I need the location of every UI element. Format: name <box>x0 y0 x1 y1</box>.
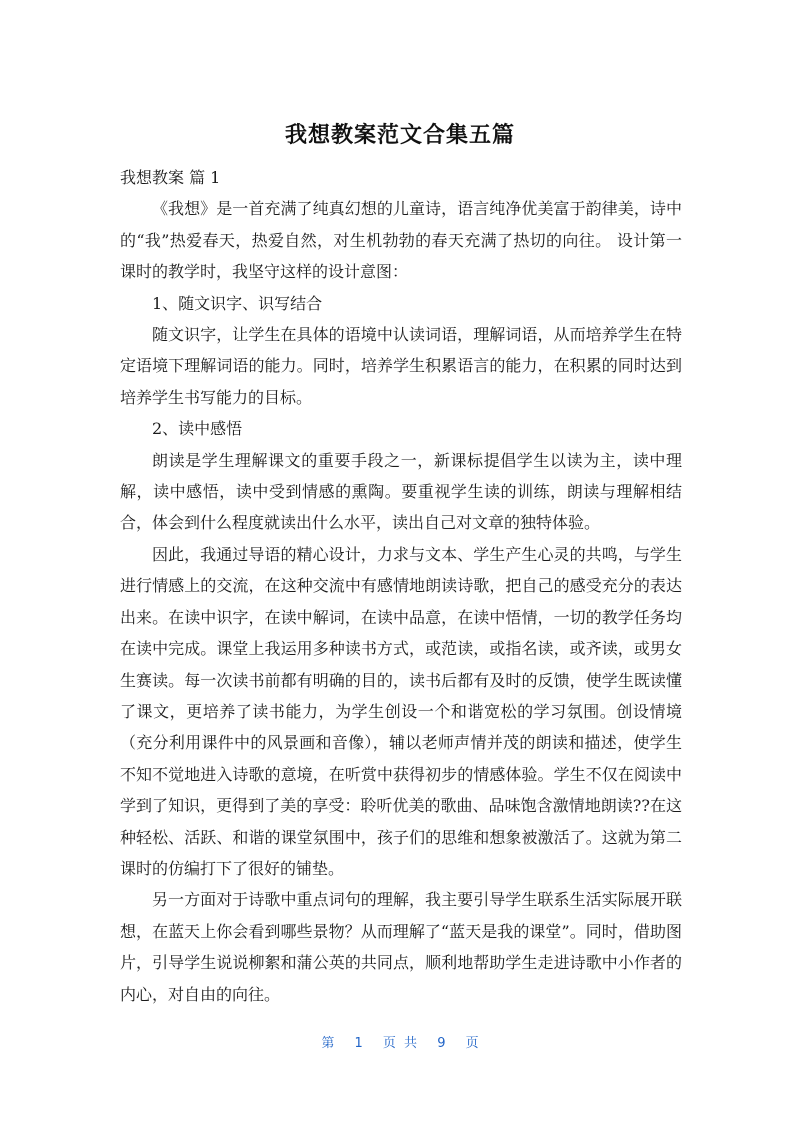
footer-word-page: 第 <box>321 1036 335 1051</box>
paragraph-understanding: 另一方面对于诗歌中重点词句的理解，我主要引导学生联系生活实际展开联想，在蓝天上你会看到哪些景物？从而理解了“蓝天是我的课堂”。同时，借助图片，引导学生说说柳絮和蒲公英的共同点，顺利地帮助学生走进诗歌中小作者的内心，对自由的向往。 <box>120 890 682 1004</box>
footer-word-pages: 页 <box>465 1036 479 1051</box>
footer-current-page: 1 <box>354 1036 363 1051</box>
list-item-reading: 2、读中感悟 <box>152 419 243 439</box>
paragraph-intro: 《我想》是一首充满了纯真幻想的儿童诗，语言纯净优美富于韵律美，诗中的“我”热爱春天，热爱自然，对生机勃勃的春天充满了热切的向往。 设计第一课时的教学时，我坚守这样的设计意图： <box>120 199 682 282</box>
footer-word-of: 页 共 <box>382 1036 418 1051</box>
footer-total-pages: 9 <box>437 1036 446 1051</box>
section-heading: 我想教案 篇 1 <box>120 168 221 187</box>
paragraph-method: 因此，我通过导语的精心设计，力求与文本、学生产生心灵的共鸣，与学生进行情感上的交流，在这种交流中有感情地朗读诗歌，把自己的感受充分的表达出来。在读中识字，在读中解词，在读中品意，在读中悟情，一切的教学任务均在读中完成。课堂上我运用多种读书方式，或范读，或指名读，或齐读，或男女生赛读。每一次读书前都有明确的目的，读书后都有及时的反馈，使学生既读懂了课文，更培养了读书能力，为学生创设一个和谐宽松的学习氛围。创设情境（充分利用课件中的风景画和音像），辅以老师声情并茂的朗读和描述，使学生不知不觉地进入诗歌的意境，在听赏中获得初步的情感体验。学生不仅在阅读中学到了知识，更得到了美的享受：聆听优美的歌曲、品味饱含激情地朗读??在这种轻松、活跃、和谐的课堂氛围中，孩子们的思维和想象被激活了。这就为第二课时的仿编打下了很好的铺垫。 <box>120 544 682 878</box>
paragraph-literacy: 随文识字，让学生在具体的语境中认读词语，理解词语，从而培养学生在特定语境下理解词语的能力。同时，培养学生积累语言的能力，在积累的同时达到培养学生书写能力的目标。 <box>120 325 682 407</box>
list-item-literacy: 1、随文识字、识写结合 <box>152 293 323 313</box>
page-footer <box>0 1032 800 1051</box>
paragraph-reading: 朗读是学生理解课文的重要手段之一，新课标提倡学生以读为主，读中理解，读中感悟，读中受到情感的熏陶。要重视学生读的训练，朗读与理解相结合，体会到什么程度就读出什么水平，读出自己对文章的独特体验。 <box>120 450 682 533</box>
document-title: 我想教案范文合集五篇 <box>284 123 515 148</box>
document-body <box>120 162 682 1010</box>
